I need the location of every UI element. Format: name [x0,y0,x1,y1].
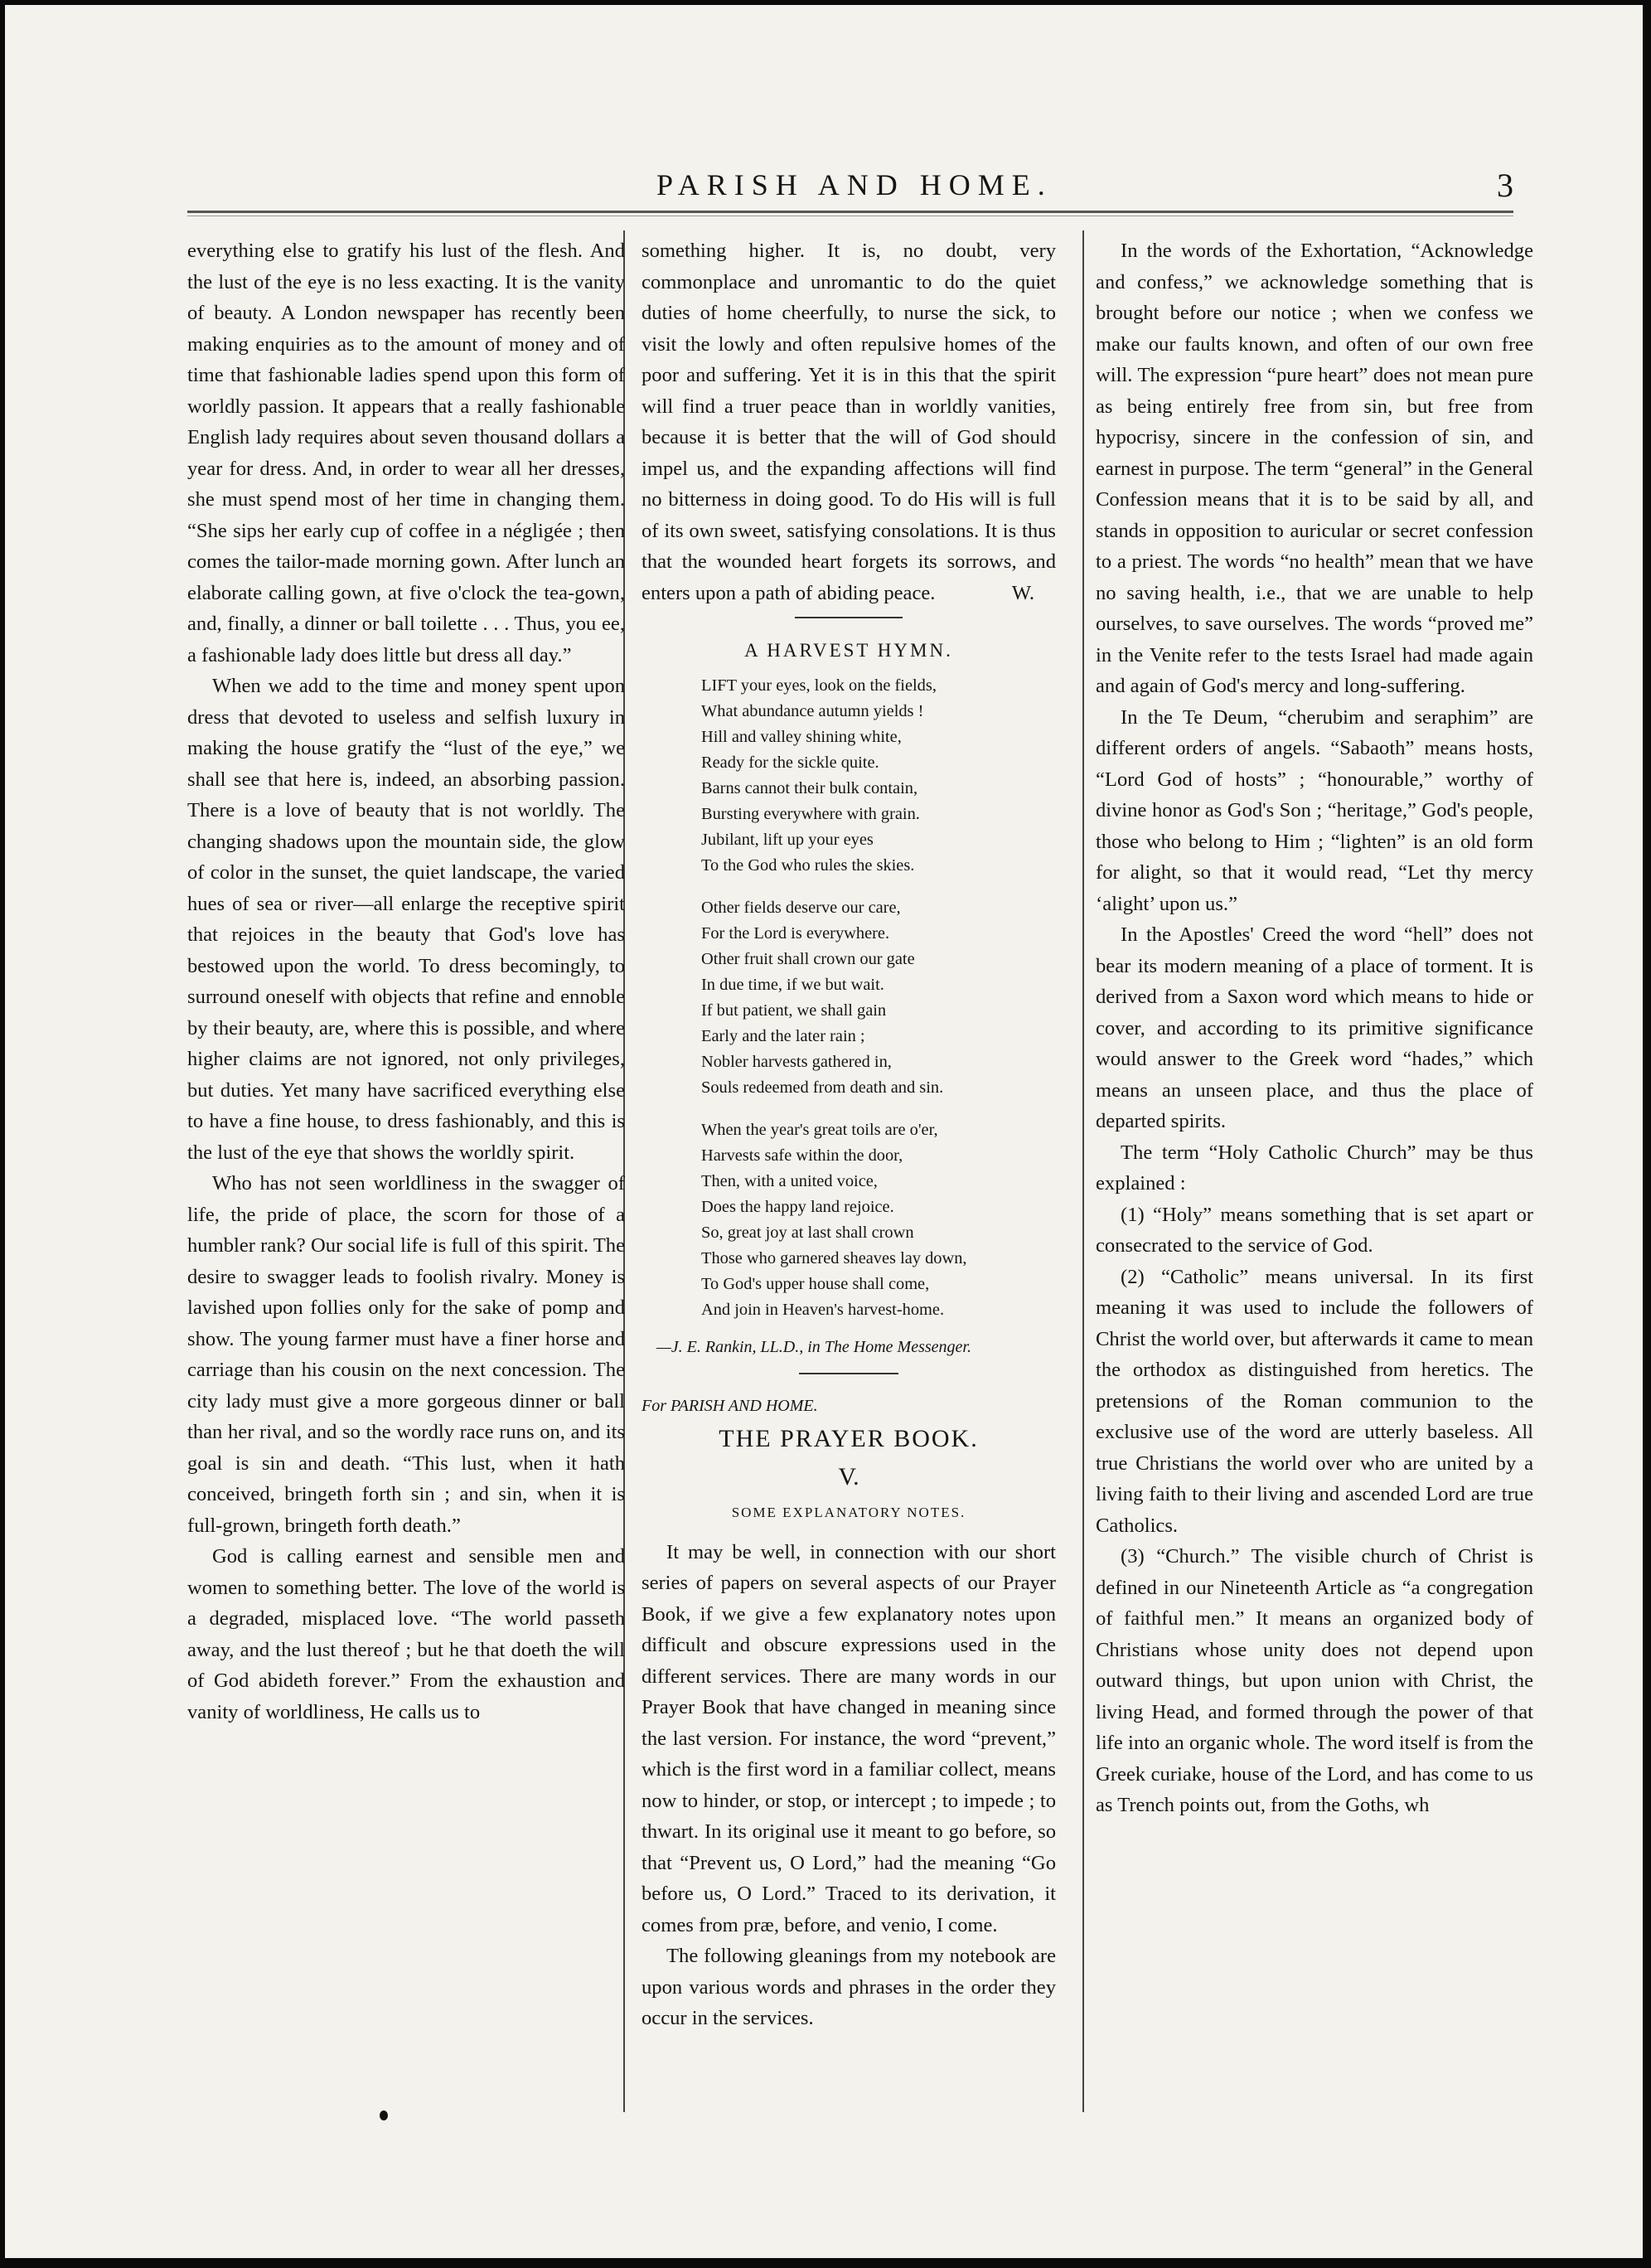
verse-line: So, great joy at last shall crown [701,1223,914,1242]
hymn-stanza-3 [625,1117,1072,1323]
paragraph: (1) “Holy” means something that is set apart or consecrated to the service of God. [1096,1203,1533,1257]
paragraph: God is calling earnest and sensible men and women to something better. The love of the world is a degraded, misplaced love. “The world passeth away, and the lust thereof ; but he that doeth the will of God abideth forever.” From the exhaustion and vanity of worldliness, He calls us to [187,1545,625,1723]
verse-line: Other fields deserve our care, [701,898,901,917]
paragraph: It may be well, in connection with our short series of papers on several aspects of our Prayer Book, if we give a few explanatory notes upon difficult and obscure expressions used in the different services. There are many words in our Prayer Book that have changed in meaning since the last version. For instance, the word “prevent,” which is the first word in a familiar collect, means now to hinder, or stop, or intercept ; to impede ; to thwart. In its original use it meant to go before, so that “Prevent us, O Lord,” had the meaning “Go before us, O Lord.” Traced to its derivation, it comes from præ, before, and venio, I come. [642,1540,1056,1936]
ink-dot [380,2110,388,2120]
paragraph: something higher. It is, no doubt, very commonplace and unromantic to do the quiet duties of home cheerfully, to nurse the sick, to visit the lowly and often repulsive homes of the poor and suffering. Yet it is in this that the spirit will find a truer peace than in worldly vanities, because it is better that the will of God should impel us, and the expanding affections will find no bitterness in doing good. To do His will is full of its own sweet, satisfying consolations. It is thus that the wounded heart forgets its sorrows, and enters upon a path of abiding peace. [642,240,1056,604]
verse-line: Harvests safe within the door, [701,1146,903,1165]
verse-line: Souls redeemed from death and sin. [701,1078,944,1097]
verse-line: What abundance autumn yields ! [701,701,924,720]
verse-line: Those who garnered sheaves lay down, [701,1248,967,1267]
paragraph: In the Apostles' Creed the word “hell” does not bear its modern meaning of a place of torment. It is derived from a Saxon word which means to hide or cover, and according to its primitive significance would answer to the Greek word “hades,” which means an unseen place, and thus the place of departed spirits. [1096,923,1533,1132]
column-middle [625,235,1072,2034]
paragraph: everything else to gratify his lust of the flesh. And the lust of the eye is no less exacting. It is the vanity of beauty. A London newspaper has recently been making enquiries as to the amount of money and of time that fashionable ladies spend upon this form of worldly passion. It appears that a really fashionable English lady requires about seven thousand dollars a year for dress. And, in order to wear all her dresses, she must spend most of her time in changing them. “She sips her early cup of coffee in a négligée ; then comes the tailor-made morning gown. After lunch an elaborate calling gown, at five o'clock the tea-gown, and, finally, a dinner or ball toilette . . . Thus, you ee, a fashionable lady does little but dress all day.” [187,240,625,666]
column-divider-right [1082,230,1084,2112]
column-left [187,235,625,1728]
header-rule [187,211,1513,213]
verse-line: To God's upper house shall come, [701,1274,930,1293]
paragraph: When we add to the time and money spent upon dress that devoted to useless and selfish luxury in making the house gratify the “lust of the eye,” we shall see that here is, indeed, an absorbing passion. There is a love of beauty that is not worldly. The changing shadows upon the mountain side, the glow of color in the sunset, the quiet landscape, the varied hues of sea or river—all enlarge the receptive spirit that rejoices in the beauty that God's love has bestowed upon the world. To dress becomingly, to surround oneself with objects that refine and ennoble by their beauty, are, where this is possible, and where higher claims are not ignored, not only privileges, but duties. Yet many have sacrificed everything else to have a fine house, to dress fashionably, and this is the lust of the eye that shows the worldly spirit. [187,675,625,1164]
verse-line: If but patient, we shall gain [701,1001,887,1020]
section-rule [799,1373,898,1374]
verse-line: Jubilant, lift up your eyes [701,830,874,849]
verse-line: Barns cannot their bulk contain, [701,778,918,797]
verse-line: Then, with a united voice, [701,1171,878,1190]
paragraph: In the words of the Exhortation, “Acknowledge and confess,” we acknowledge something that is brought before our notice ; when we confess we make our faults known, and often of our own free will. The expression “pure heart” does not mean pure as being entirely free from sin, but free from hypocrisy, sincere in the confession of sin, and earnest in purpose. The term “general” in the General Confession means that it is to be said by all, and stands in opposition to auricular or secret confession to a priest. The words “no health” mean that we have no saving health, i.e., that we are unable to help ourselves, to save ourselves. The words “proved me” in the Venite refer to the tests Israel had made again and again of God's mercy and long-suffering. [1096,240,1533,697]
running-title: PARISH AND HOME. [656,168,1053,201]
paragraph: The following gleanings from my notebook are upon various words and phrases in the order they occur in the services. [642,1945,1056,2029]
page [5,5,1643,2258]
verse-line: LIFT your eyes, look on the fields, [701,676,937,695]
verse-line: To the God who rules the skies. [701,855,915,875]
verse-line: Ready for the sickle quite. [701,753,879,772]
verse-line: Early and the later rain ; [701,1026,865,1045]
verse-line: Other fruit shall crown our gate [701,949,915,968]
paragraph: In the Te Deum, “cherubim and seraphim” are different orders of angels. “Sabaoth” means hosts, “Lord God of hosts” ; “honourable,” worthy of divine honor as God's Son ; “heritage,” God's people, those who belong to Him ; “lighten” is an old form for alight, so that it would read, “Let thy mercy ‘alight’ upon us.” [1096,705,1533,915]
hymn-attribution: —J. E. Rankin, LL.D., in The Home Messenger. [656,1337,971,1356]
article-subtitle: SOME EXPLANATORY NOTES. [731,1505,966,1520]
paragraph: (2) “Catholic” means universal. In its first meaning it was used to include the followers of Christ the world over, but afterwards it came to mean the orthodox as distinguished from heretics. The pretensions of the Roman communion to the exclusive use of the word are utterly baseless. All true Christians the world over who are united by a living faith to their living and ascended Lord are true Catholics. [1096,1265,1533,1537]
article-title: THE PRAYER BOOK. [719,1425,979,1452]
article-number: V. [838,1462,859,1490]
paragraph: Who has not seen worldliness in the swagger of life, the pride of place, the scorn for those of a humbler rank? Our social life is full of this spirit. The desire to swagger leads to foolish rivalry. Money is lavished upon follies only for the sake of pomp and show. The young farmer must have a finer horse and carriage than his cousin on the next concession. The city lady must give a more gorgeous dinner or ball than her rival, and so the wordly race runs on, and its goal is sin and death. “This lust, when it hath conceived, bringeth forth sin ; and sin, when it is full-grown, bringeth forth death.” [187,1172,625,1537]
signature: W. [1011,582,1034,604]
page-number: 3 [1497,167,1513,204]
hymn-stanza-2 [625,895,1072,1101]
verse-line: And join in Heaven's harvest-home. [701,1300,945,1319]
hymn-title: A HARVEST HYMN. [744,640,953,661]
verse-line: When the year's great toils are o'er, [701,1120,938,1139]
verse-line: In due time, if we but wait. [701,975,884,994]
paragraph: (3) “Church.” The visible church of Christ is defined in our Nineteenth Article as “a congregation of faithful men.” It means an organized body of Christians whose unity does not depend upon outward things, but upon union with Christ, the living Head, and formed through the power of that life into an organic whole. The word itself is from the Greek curiake, house of the Lord, and has come to us as Trench points out, from the Goths, wh [1096,1545,1533,1816]
page-header [187,167,1513,204]
verse-line: Bursting everywhere with grain. [701,804,920,823]
hymn-stanza-1 [625,673,1072,879]
for-line: For PARISH AND HOME. [642,1396,818,1415]
verse-line: Nobler harvests gathered in, [701,1052,892,1071]
section-rule [795,617,903,618]
verse-line: For the Lord is everywhere. [701,923,890,943]
verse-line: Hill and valley shining white, [701,727,902,746]
column-right [1096,235,1533,1821]
paragraph: The term “Holy Catholic Church” may be thus explained : [1096,1141,1533,1195]
verse-line: Does the happy land rejoice. [701,1197,894,1216]
